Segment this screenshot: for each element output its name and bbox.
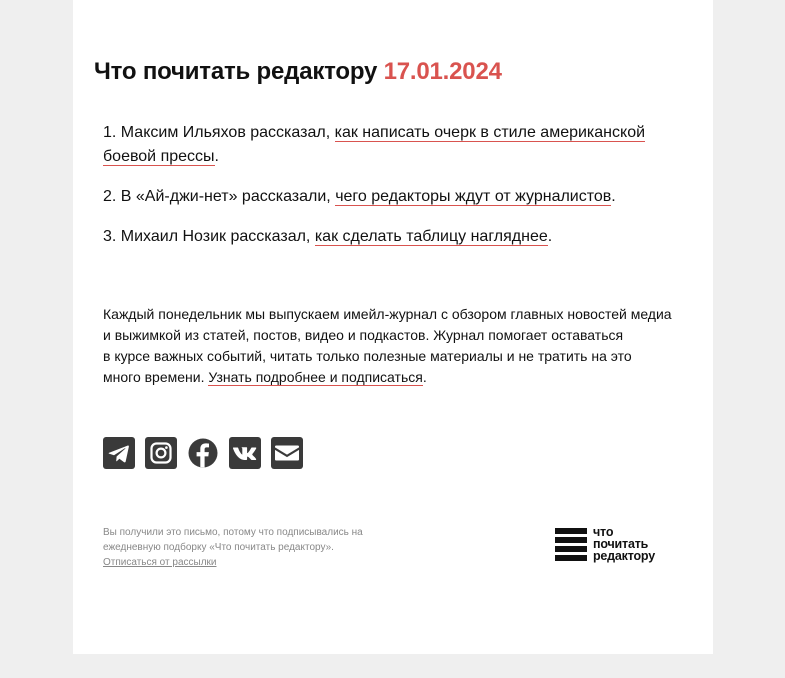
instagram-icon[interactable] xyxy=(145,437,177,469)
about-paragraph xyxy=(103,304,687,388)
list-item-suffix: . xyxy=(214,148,219,165)
article-link-3[interactable]: как сделать таблицу нагляднее xyxy=(314,228,548,245)
facebook-icon[interactable] xyxy=(187,437,219,469)
about-text-line: Каждый понедельник мы выпускаем имейл-журнал с обзором главных новостей медиа xyxy=(103,306,672,322)
logo-text-line: почитать xyxy=(593,537,649,551)
email-icon[interactable] xyxy=(271,437,303,469)
title-date: 17.01.2024 xyxy=(383,58,502,85)
list-item-suffix: . xyxy=(611,188,616,205)
list-item xyxy=(103,185,683,209)
list-item xyxy=(103,225,683,249)
unsubscribe-link[interactable]: Отписаться от рассылки xyxy=(103,557,217,568)
page-title xyxy=(94,58,502,86)
article-link-2[interactable]: чего редакторы ждут от журналистов xyxy=(335,188,612,205)
article-link-1[interactable]: как написать очерк в стиле американской боевой прессы xyxy=(103,124,646,165)
logo-text-line: редактору xyxy=(593,549,655,563)
list-item-text: 1. Максим Ильяхов рассказал, xyxy=(103,124,335,141)
footer-notice xyxy=(103,525,403,570)
list-item-text: 3. Михаил Нозик рассказал, xyxy=(103,228,315,245)
logo-text-line: что xyxy=(593,525,614,539)
about-text-line: в курсе важных событий, читать только полезные материалы и не тратить на это xyxy=(103,348,632,364)
list-item xyxy=(103,121,683,169)
article-list xyxy=(103,121,683,265)
about-text-line: и выжимкой из статей, постов, видео и подкастов. Журнал помогает оставаться xyxy=(103,327,624,343)
about-suffix: . xyxy=(422,369,427,385)
logo-lines-icon xyxy=(555,528,587,561)
vk-icon[interactable] xyxy=(229,437,261,469)
logo[interactable] xyxy=(555,526,655,562)
logo-text xyxy=(593,526,655,562)
about-text-line: много времени. xyxy=(103,369,209,385)
subscribe-link[interactable]: Узнать подробнее и подписаться xyxy=(208,369,423,385)
email-card xyxy=(73,0,713,654)
telegram-icon[interactable] xyxy=(103,437,135,469)
footer-text-line: Вы получили это письмо, потому что подписывались на xyxy=(103,527,363,538)
list-item-text: 2. В «Ай-джи-нет» рассказали, xyxy=(103,188,336,205)
list-item-suffix: . xyxy=(547,228,553,245)
footer-text-line: ежедневную подборку «Что почитать редактору». xyxy=(103,542,334,553)
title-text: Что почитать редактору xyxy=(94,58,378,85)
social-links xyxy=(103,437,303,469)
